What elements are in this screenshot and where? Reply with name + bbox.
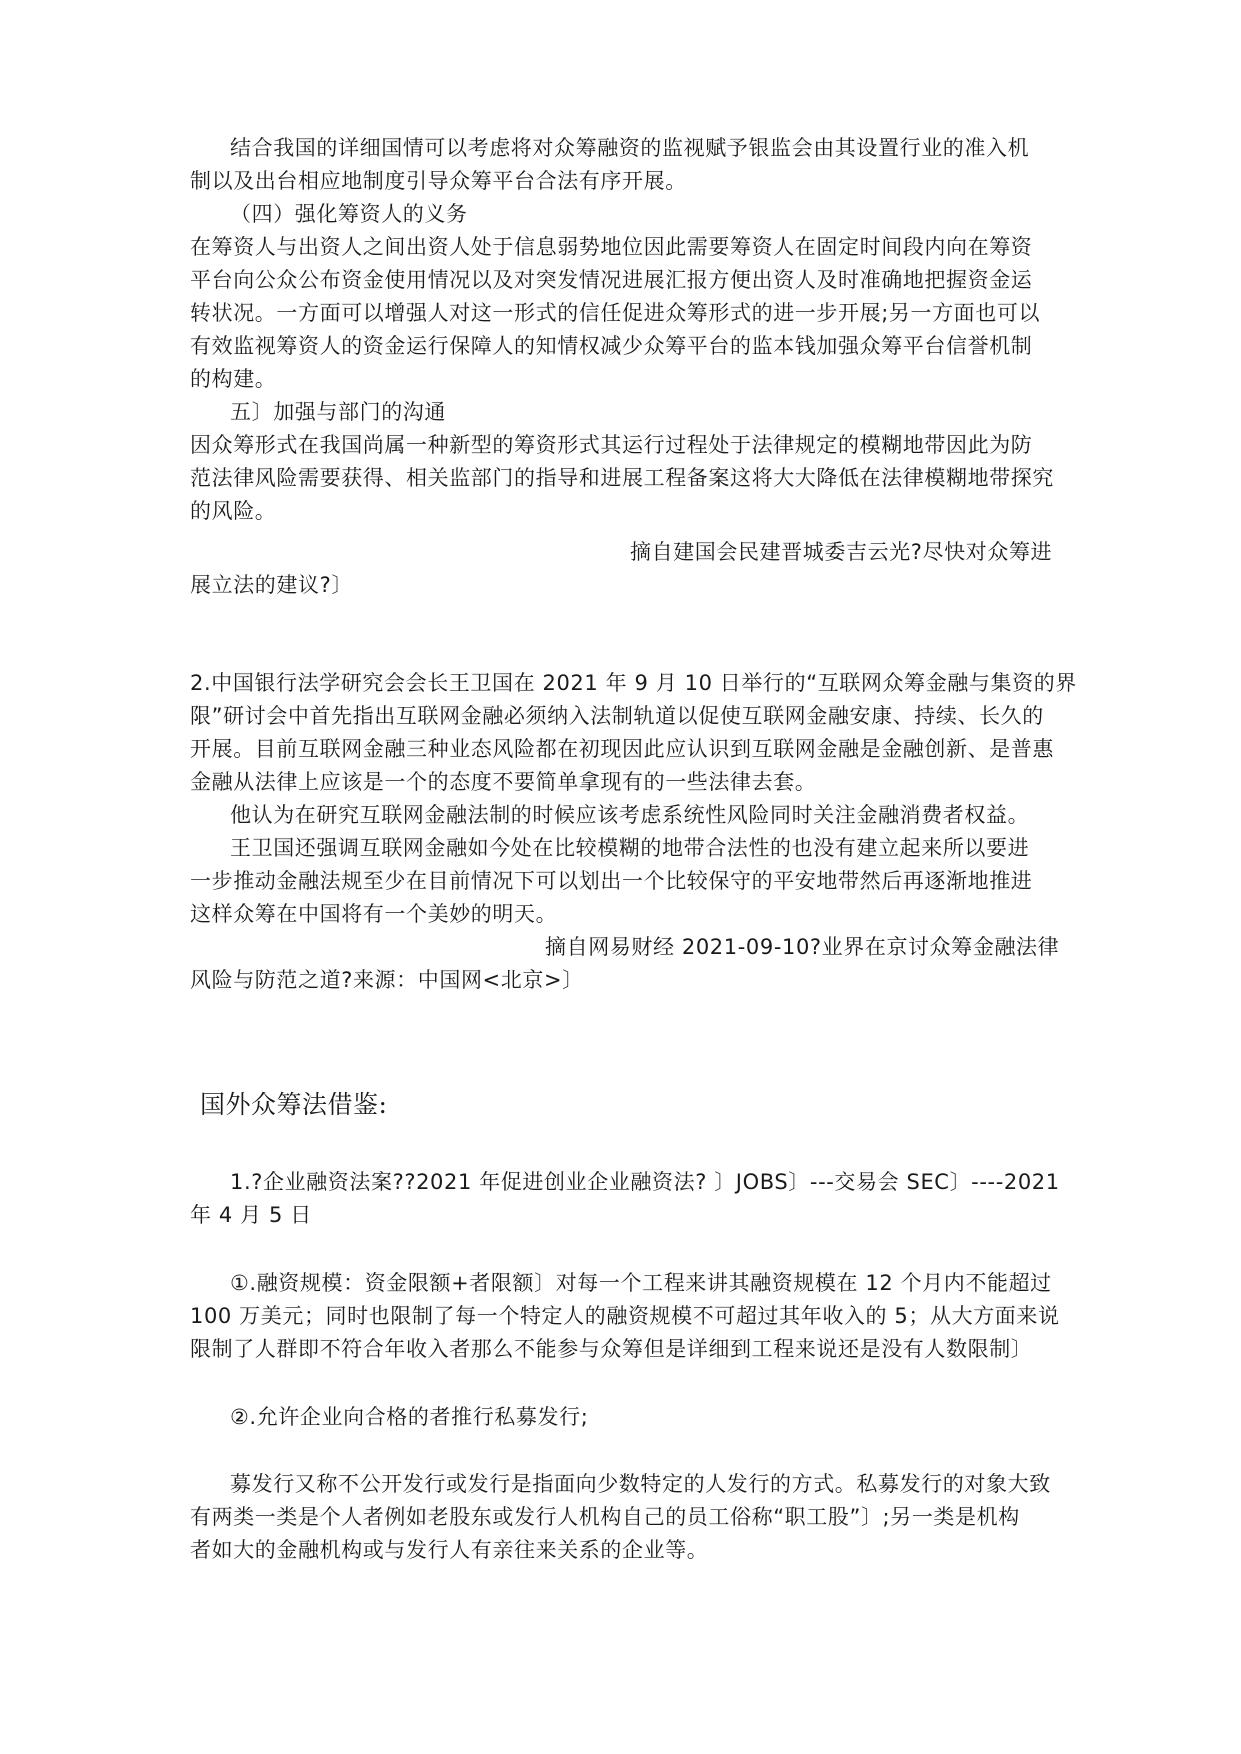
- text-line: 限”研讨会中首先指出互联网金融必须纳入法制轨道以促使互联网金融安康、持续、长久的: [190, 704, 1044, 728]
- text-line: 年 4 月 5 日: [190, 1203, 312, 1227]
- paragraph-systemic-risk: 他认为在研究互联网金融法制的时候应该考虑系统性风险同时关注金融消费者权益。: [230, 803, 1030, 827]
- subheading-5: 五〕加强与部门的沟通: [230, 400, 446, 424]
- text-line: 这样众筹在中国将有一个美妙的明天。: [190, 902, 558, 926]
- text-line: 结合我国的详细国情可以考虑将对众筹融资的监视赋予银监会由其设置行业的准入机: [230, 136, 1030, 160]
- text-line: 摘自网易财经 2021-09-10?业界在京讨众筹金融法律: [545, 935, 1060, 959]
- text-line: 因众筹形式在我国尚属一种新型的筹资形式其运行过程处于法律规定的模糊地带因此为防: [190, 433, 1033, 457]
- text-line: 平台向公众公布资金使用情况以及对突发情况进展汇报方便出资人及时准确地把握资金运: [190, 268, 1033, 292]
- text-line: 王卫国还强调互联网金融如今处在比较模糊的地带合法性的也没有建立起来所以要进: [230, 836, 1030, 860]
- private-placement-point: ②.允许企业向合格的者推行私募发行;: [230, 1405, 589, 1429]
- text-line: ①.融资规模：资金限额+者限额〕对每一个工程来讲其融资规模在 12 个月内不能超过: [230, 1271, 1052, 1295]
- text-line: 转状况。一方面可以增强人对这一形式的信任促进众筹形式的进一步开展;另一方面也可以: [190, 301, 1041, 325]
- text-line: 风险与防范之道?来源：中国网<北京>〕: [190, 968, 584, 992]
- text-line: 金融从法律上应该是一个的态度不要简单拿现有的一些法律去套。: [190, 770, 817, 794]
- text-line: 摘自建国会民建晋城委吉云光?尽快对众筹进: [630, 540, 1053, 564]
- text-line: 的风险。: [190, 499, 277, 523]
- text-line: 有效监视筹资人的资金运行保障人的知情权减少众筹平台的监本钱加强众筹平台信誉机制: [190, 334, 1033, 358]
- text-line: 范法律风险需要获得、相关监部门的指导和进展工程备案这将大大降低在法律模糊地带探究: [190, 466, 1054, 490]
- text-line: 100 万美元；同时也限制了每一个特定人的融资规模不可超过其年收入的 5；从大方面来说: [190, 1304, 1060, 1328]
- text-line: 开展。目前互联网金融三种业态风险都在初现因此应认识到互联网金融是金融创新、是普惠: [190, 737, 1054, 761]
- text-line: 1.?企业融资法案??2021 年促进创业企业融资法? 〕JOBS〕---交易会 SEC〕----2021: [230, 1170, 1060, 1194]
- text-line: 的构建。: [190, 367, 277, 391]
- text-line: 2.中国银行法学研究会会长王卫国在 2021 年 9 月 10 日举行的“互联网众筹金融与集资的界: [190, 671, 1077, 695]
- text-line: 有两类一类是个人者例如老股东或发行人机构自己的员工俗称“职工股”〕;另一类是机构: [190, 1505, 1020, 1529]
- text-line: 展立法的建议?〕: [190, 573, 353, 597]
- text-line: 者如大的金融机构或与发行人有亲往来关系的企业等。: [190, 1538, 709, 1562]
- text-line: 限制了人群即不符合年收入者那么不能参与众筹但是详细到工程来说还是没有人数限制〕: [190, 1337, 1033, 1361]
- text-line: 募发行又称不公开发行或发行是指面向少数特定的人发行的方式。私募发行的对象大致: [230, 1472, 1051, 1496]
- section-heading: 国外众筹法借鉴:: [200, 1090, 388, 1119]
- text-line: 在筹资人与出资人之间出资人处于信息弱势地位因此需要筹资人在固定时间段内向在筹资: [190, 235, 1033, 259]
- text-line: 制以及出台相应地制度引导众筹平台合法有序开展。: [190, 169, 687, 193]
- subheading-4: （四）强化筹资人的义务: [230, 202, 468, 226]
- text-line: 一步推动金融法规至少在目前情况下可以划出一个比较保守的平安地带然后再逐渐地推进: [190, 869, 1033, 893]
